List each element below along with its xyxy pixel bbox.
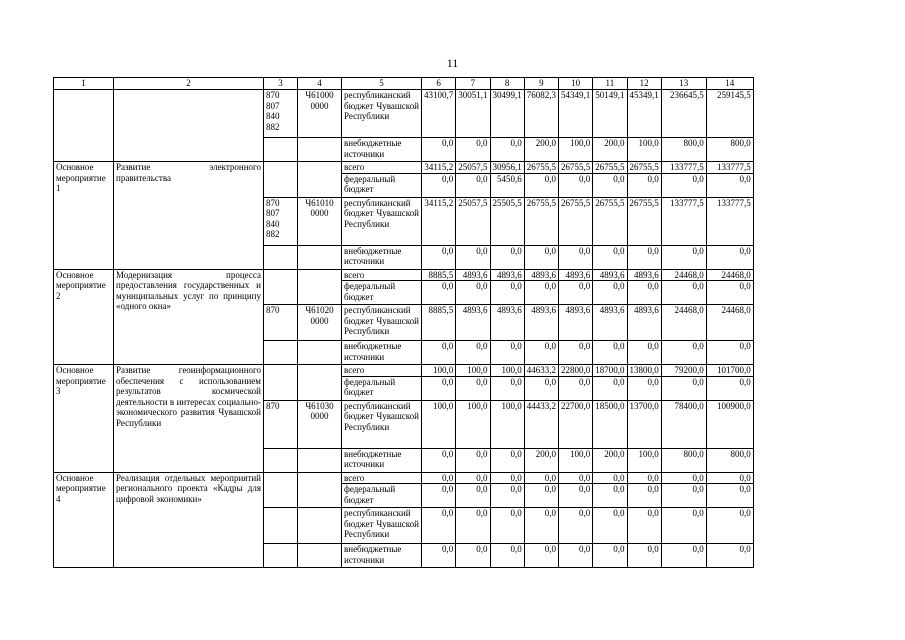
value-cell: 0,0 (706, 245, 753, 269)
value-cell: 0,0 (627, 341, 661, 365)
column-header: 14 (706, 78, 753, 90)
value-cell: 100,0 (559, 448, 593, 472)
value-cell: 0,0 (706, 281, 753, 305)
column-header: 6 (422, 78, 456, 90)
kbk-code (298, 269, 342, 305)
value-cell: 0,0 (422, 245, 456, 269)
gov-code: 870 807 840 882 (264, 197, 298, 245)
value-cell: 13800,0 (627, 365, 661, 377)
value-cell: 0,0 (490, 245, 524, 269)
value-cell: 26755,5 (559, 197, 593, 245)
event-label (54, 90, 114, 162)
table-row (54, 90, 754, 138)
funding-source: республиканский бюджет Чувашской Республики (342, 197, 422, 245)
kbk-code (298, 138, 342, 162)
value-cell: 4893,6 (524, 305, 558, 341)
value-cell: 43100,7 (422, 90, 456, 138)
value-cell: 4893,6 (490, 305, 524, 341)
value-cell: 30499,1 (490, 90, 524, 138)
table-row (54, 78, 754, 90)
value-cell: 4893,6 (559, 305, 593, 341)
value-cell: 4893,6 (627, 305, 661, 341)
value-cell: 44433,2 (524, 400, 558, 448)
value-cell: 0,0 (490, 484, 524, 508)
value-cell: 0,0 (456, 376, 490, 400)
value-cell: 0,0 (706, 376, 753, 400)
value-cell: 0,0 (422, 173, 456, 197)
table-row (54, 365, 754, 377)
value-cell: 800,0 (661, 138, 706, 162)
value-cell: 4893,6 (456, 269, 490, 281)
value-cell: 200,0 (524, 448, 558, 472)
funding-source: федеральный бюджет (342, 376, 422, 400)
funding-source: внебюджетные источники (342, 245, 422, 269)
value-cell: 0,0 (422, 281, 456, 305)
event-label: Основное мероприятие 4 (54, 472, 114, 568)
column-header: 1 (54, 78, 114, 90)
kbk-code (298, 472, 342, 508)
value-cell: 26755,5 (593, 197, 627, 245)
value-cell: 0,0 (559, 281, 593, 305)
value-cell: 24468,0 (661, 269, 706, 281)
value-cell: 5450,6 (490, 173, 524, 197)
column-header: 5 (342, 78, 422, 90)
funding-source: внебюджетные источники (342, 341, 422, 365)
event-name (114, 90, 264, 162)
value-cell: 259145,5 (706, 90, 753, 138)
page-number: 11 (446, 56, 459, 70)
value-cell: 0,0 (456, 341, 490, 365)
value-cell: 79200,0 (661, 365, 706, 377)
kbk-code (298, 245, 342, 269)
value-cell: 0,0 (661, 173, 706, 197)
value-cell: 4893,6 (627, 269, 661, 281)
kbk-code: Ч61010 0000 (298, 197, 342, 245)
column-header: 7 (456, 78, 490, 90)
value-cell: 30051,1 (456, 90, 490, 138)
event-name: Реализация отдельных мероприятий регионального проекта «Кадры для цифровой экономики» (114, 472, 264, 568)
value-cell: 18700,0 (593, 365, 627, 377)
gov-code (264, 245, 298, 269)
value-cell: 0,0 (524, 245, 558, 269)
value-cell: 25057,5 (456, 162, 490, 174)
column-header: 12 (627, 78, 661, 90)
value-cell: 0,0 (559, 484, 593, 508)
value-cell: 0,0 (627, 544, 661, 568)
value-cell: 0,0 (627, 173, 661, 197)
value-cell: 8885,5 (422, 269, 456, 281)
value-cell: 133777,5 (661, 197, 706, 245)
value-cell: 4893,6 (559, 269, 593, 281)
value-cell: 0,0 (490, 544, 524, 568)
value-cell: 0,0 (524, 173, 558, 197)
value-cell: 25057,5 (456, 197, 490, 245)
value-cell: 0,0 (524, 281, 558, 305)
value-cell: 0,0 (490, 376, 524, 400)
value-cell: 0,0 (706, 173, 753, 197)
funding-source: внебюджетные источники (342, 138, 422, 162)
gov-code (264, 162, 298, 198)
value-cell: 4893,6 (524, 269, 558, 281)
value-cell: 100,0 (490, 365, 524, 377)
column-header: 4 (298, 78, 342, 90)
value-cell: 800,0 (661, 448, 706, 472)
value-cell: 0,0 (661, 245, 706, 269)
gov-code (264, 341, 298, 365)
value-cell: 0,0 (593, 245, 627, 269)
value-cell: 0,0 (706, 341, 753, 365)
value-cell: 44633,2 (524, 365, 558, 377)
gov-code (264, 472, 298, 508)
event-label: Основное мероприятие 3 (54, 365, 114, 473)
kbk-code (298, 341, 342, 365)
gov-code (264, 508, 298, 544)
value-cell: 0,0 (490, 472, 524, 484)
value-cell: 0,0 (456, 245, 490, 269)
value-cell: 0,0 (456, 544, 490, 568)
kbk-code: Ч61000 0000 (298, 90, 342, 138)
value-cell: 100,0 (559, 138, 593, 162)
funding-source: всего (342, 365, 422, 377)
column-header: 11 (593, 78, 627, 90)
value-cell: 0,0 (422, 472, 456, 484)
funding-source: республиканский бюджет Чувашской Республики (342, 400, 422, 448)
value-cell: 0,0 (422, 508, 456, 544)
gov-code (264, 544, 298, 568)
value-cell: 0,0 (422, 484, 456, 508)
value-cell: 200,0 (593, 448, 627, 472)
kbk-code (298, 508, 342, 544)
value-cell: 18500,0 (593, 400, 627, 448)
value-cell: 100,0 (422, 365, 456, 377)
column-header: 8 (490, 78, 524, 90)
value-cell: 0,0 (490, 508, 524, 544)
value-cell: 0,0 (524, 376, 558, 400)
value-cell: 4893,6 (456, 305, 490, 341)
kbk-code (298, 365, 342, 401)
value-cell: 25505,5 (490, 197, 524, 245)
value-cell: 0,0 (627, 376, 661, 400)
value-cell: 0,0 (559, 508, 593, 544)
value-cell: 26755,5 (524, 162, 558, 174)
kbk-code (298, 544, 342, 568)
column-header: 10 (559, 78, 593, 90)
column-header: 13 (661, 78, 706, 90)
value-cell: 22800,0 (559, 365, 593, 377)
value-cell: 0,0 (422, 544, 456, 568)
value-cell: 100,0 (490, 400, 524, 448)
gov-code (264, 448, 298, 472)
value-cell: 0,0 (627, 484, 661, 508)
funding-source: всего (342, 162, 422, 174)
funding-source: республиканский бюджет Чувашской Республики (342, 508, 422, 544)
value-cell: 0,0 (661, 281, 706, 305)
value-cell: 0,0 (706, 484, 753, 508)
value-cell: 0,0 (661, 376, 706, 400)
value-cell: 4893,6 (593, 269, 627, 281)
value-cell: 0,0 (661, 544, 706, 568)
column-header: 3 (264, 78, 298, 90)
funding-source: федеральный бюджет (342, 281, 422, 305)
value-cell: 45349,1 (627, 90, 661, 138)
kbk-code (298, 162, 342, 198)
value-cell: 0,0 (593, 472, 627, 484)
value-cell: 8885,5 (422, 305, 456, 341)
value-cell: 0,0 (593, 544, 627, 568)
value-cell: 0,0 (559, 472, 593, 484)
value-cell: 4893,6 (490, 269, 524, 281)
value-cell: 0,0 (661, 341, 706, 365)
kbk-code (298, 448, 342, 472)
value-cell: 0,0 (706, 544, 753, 568)
gov-code: 870 807 840 882 (264, 90, 298, 138)
value-cell: 13700,0 (627, 400, 661, 448)
funding-source: всего (342, 269, 422, 281)
value-cell: 100,0 (627, 138, 661, 162)
value-cell: 0,0 (559, 376, 593, 400)
value-cell: 100,0 (627, 448, 661, 472)
table-row (54, 162, 754, 174)
value-cell: 100,0 (422, 400, 456, 448)
value-cell: 24468,0 (661, 305, 706, 341)
value-cell: 0,0 (593, 508, 627, 544)
value-cell: 0,0 (422, 448, 456, 472)
value-cell: 54349,1 (559, 90, 593, 138)
event-name: Модернизация процесса предоставления государственных и муниципальных услуг по принципу «одного окна» (114, 269, 264, 365)
gov-code (264, 269, 298, 305)
value-cell: 0,0 (559, 245, 593, 269)
value-cell: 0,0 (627, 281, 661, 305)
value-cell: 0,0 (456, 281, 490, 305)
value-cell: 34115,2 (422, 197, 456, 245)
value-cell: 0,0 (593, 341, 627, 365)
value-cell: 24468,0 (706, 305, 753, 341)
funding-table (53, 77, 754, 568)
value-cell: 0,0 (524, 508, 558, 544)
value-cell: 236645,5 (661, 90, 706, 138)
value-cell: 0,0 (593, 173, 627, 197)
value-cell: 0,0 (490, 448, 524, 472)
value-cell: 0,0 (559, 341, 593, 365)
kbk-code: Ч61020 0000 (298, 305, 342, 341)
value-cell: 0,0 (524, 341, 558, 365)
value-cell: 133777,5 (661, 162, 706, 174)
value-cell: 26755,5 (524, 197, 558, 245)
value-cell: 0,0 (661, 484, 706, 508)
value-cell: 0,0 (661, 508, 706, 544)
value-cell: 0,0 (524, 544, 558, 568)
value-cell: 0,0 (456, 484, 490, 508)
value-cell: 800,0 (706, 448, 753, 472)
event-label: Основное мероприятие 1 (54, 162, 114, 270)
value-cell: 0,0 (593, 484, 627, 508)
value-cell: 24468,0 (706, 269, 753, 281)
value-cell: 22700,0 (559, 400, 593, 448)
gov-code (264, 138, 298, 162)
value-cell: 30956,1 (490, 162, 524, 174)
value-cell: 101700,0 (706, 365, 753, 377)
funding-source: федеральный бюджет (342, 484, 422, 508)
column-header: 2 (114, 78, 264, 90)
value-cell: 0,0 (422, 341, 456, 365)
value-cell: 200,0 (524, 138, 558, 162)
value-cell: 26755,5 (559, 162, 593, 174)
value-cell: 100,0 (456, 365, 490, 377)
value-cell: 0,0 (490, 281, 524, 305)
table-body (54, 78, 754, 568)
value-cell: 0,0 (490, 341, 524, 365)
value-cell: 0,0 (524, 472, 558, 484)
value-cell: 133777,5 (706, 197, 753, 245)
value-cell: 0,0 (456, 472, 490, 484)
funding-source: внебюджетные источники (342, 544, 422, 568)
column-header: 9 (524, 78, 558, 90)
event-label: Основное мероприятие 2 (54, 269, 114, 365)
value-cell: 0,0 (456, 138, 490, 162)
value-cell: 100,0 (456, 400, 490, 448)
value-cell: 0,0 (593, 376, 627, 400)
value-cell: 4893,6 (593, 305, 627, 341)
event-name: Развитие электронного правительства (114, 162, 264, 270)
value-cell: 133777,5 (706, 162, 753, 174)
value-cell: 800,0 (706, 138, 753, 162)
value-cell: 0,0 (422, 138, 456, 162)
value-cell: 26755,5 (627, 162, 661, 174)
value-cell: 0,0 (627, 245, 661, 269)
funding-source: всего (342, 472, 422, 484)
value-cell: 0,0 (490, 138, 524, 162)
value-cell: 0,0 (559, 173, 593, 197)
value-cell: 0,0 (456, 508, 490, 544)
value-cell: 78400,0 (661, 400, 706, 448)
event-name: Развитие геоинформационного обеспечения с использованием результатов космической деятельности в интересах социально-экономического развития Чувашской Республики (114, 365, 264, 473)
value-cell: 0,0 (559, 544, 593, 568)
kbk-code: Ч61030 0000 (298, 400, 342, 448)
value-cell: 76082,3 (524, 90, 558, 138)
value-cell: 34115,2 (422, 162, 456, 174)
value-cell: 0,0 (706, 472, 753, 484)
value-cell: 0,0 (706, 508, 753, 544)
value-cell: 0,0 (627, 508, 661, 544)
funding-source: республиканский бюджет Чувашской Республики (342, 90, 422, 138)
value-cell: 0,0 (593, 281, 627, 305)
gov-code: 870 (264, 400, 298, 448)
value-cell: 0,0 (456, 173, 490, 197)
funding-source: республиканский бюджет Чувашской Республики (342, 305, 422, 341)
value-cell: 0,0 (627, 472, 661, 484)
value-cell: 200,0 (593, 138, 627, 162)
value-cell: 0,0 (456, 448, 490, 472)
value-cell: 50149,1 (593, 90, 627, 138)
value-cell: 0,0 (422, 376, 456, 400)
value-cell: 0,0 (661, 472, 706, 484)
value-cell: 26755,5 (593, 162, 627, 174)
value-cell: 0,0 (524, 484, 558, 508)
table-row (54, 472, 754, 484)
funding-source: внебюджетные источники (342, 448, 422, 472)
value-cell: 26755,5 (627, 197, 661, 245)
table-row (54, 269, 754, 281)
value-cell: 100900,0 (706, 400, 753, 448)
gov-code (264, 365, 298, 401)
funding-source: федеральный бюджет (342, 173, 422, 197)
gov-code: 870 (264, 305, 298, 341)
